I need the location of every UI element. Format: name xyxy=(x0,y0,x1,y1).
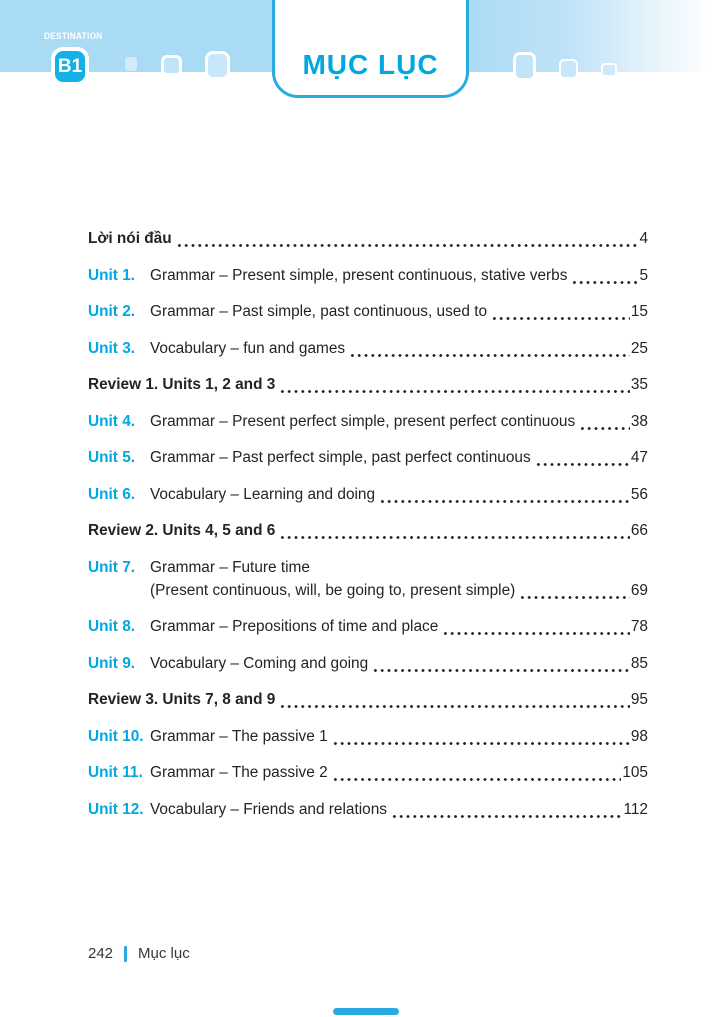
toc-entry xyxy=(88,761,648,784)
dot-leader xyxy=(349,353,630,358)
toc-entry-line xyxy=(88,725,648,748)
page-number: 66 xyxy=(630,522,648,539)
toc-entry xyxy=(88,264,648,287)
dot-leader xyxy=(279,535,630,540)
toc-entry xyxy=(88,483,648,506)
entry-continuation: (Present continuous, will, be going to, present simple) xyxy=(150,581,516,599)
page-number: 85 xyxy=(630,654,648,672)
entry-title: Review 2. Units 4, 5 and 6 xyxy=(88,522,276,539)
dot-leader xyxy=(379,499,630,504)
unit-label: Unit 2. xyxy=(88,303,136,320)
toc-entry xyxy=(88,373,648,396)
footer-section-label: Mục lục xyxy=(138,945,190,962)
entry-title: Grammar – Past perfect simple, past perfect continuous xyxy=(150,449,531,466)
dot-leader xyxy=(332,777,622,782)
toc-entry-line xyxy=(88,519,648,542)
page-footer xyxy=(88,945,190,962)
entry-title: Vocabulary – Coming and going xyxy=(150,654,369,672)
toc-entry-line xyxy=(88,761,648,784)
dot-leader xyxy=(391,814,622,819)
unit-label: Unit 11. xyxy=(88,764,143,781)
deco-square-icon xyxy=(513,52,536,81)
page-title-box xyxy=(272,0,469,98)
brand-level-label: B1 xyxy=(57,55,83,77)
dot-leader xyxy=(519,595,630,600)
toc-entry-line xyxy=(88,410,648,433)
page-number: 112 xyxy=(623,800,648,818)
entry-title: Review 1. Units 1, 2 and 3 xyxy=(88,376,276,393)
entry-title: Lời nói đầu xyxy=(88,230,172,247)
toc-entry-line xyxy=(88,300,648,323)
page-number: 98 xyxy=(630,727,648,745)
page-number: 69 xyxy=(630,581,648,599)
toc-entry xyxy=(88,615,648,638)
toc-entry xyxy=(88,227,648,250)
dot-leader xyxy=(491,316,630,321)
unit-label: Unit 5. xyxy=(88,449,136,466)
dot-leader xyxy=(579,426,630,431)
toc-entry-line xyxy=(88,373,648,396)
entry-title: Grammar – Future time xyxy=(150,558,310,576)
toc-entry xyxy=(88,337,648,360)
brand-name: DESTINATION xyxy=(44,31,103,41)
entry-title: Grammar – Present perfect simple, present perfect continuous xyxy=(150,412,576,430)
deco-square-icon xyxy=(601,63,617,77)
deco-square-icon xyxy=(559,59,578,79)
dot-leader xyxy=(372,668,630,673)
unit-label: Unit 12. xyxy=(88,800,144,818)
page-bottom-tab-icon xyxy=(333,1008,399,1015)
toc-entry-line xyxy=(88,688,648,711)
toc-entry xyxy=(88,725,648,748)
unit-label: Unit 7. xyxy=(88,558,136,576)
page-number: 78 xyxy=(630,618,648,635)
entry-title: Grammar – The passive 1 xyxy=(150,727,328,745)
entry-title: Vocabulary – Learning and doing xyxy=(150,485,376,503)
page-number: 4 xyxy=(639,230,648,247)
toc-entry-line xyxy=(88,483,648,506)
entry-title: Vocabulary – fun and games xyxy=(150,339,346,357)
unit-label: Unit 4. xyxy=(88,412,136,430)
entry-title: Grammar – Prepositions of time and place xyxy=(150,618,439,635)
entry-title: Vocabulary – Friends and relations xyxy=(150,800,387,818)
page-number: 38 xyxy=(630,412,648,430)
unit-label: Unit 8. xyxy=(88,618,136,635)
footer-divider xyxy=(124,946,127,962)
toc-entry-line xyxy=(88,652,648,675)
page-number: 25 xyxy=(630,339,648,357)
unit-label: Unit 1. xyxy=(88,266,136,284)
toc-entry-line xyxy=(88,556,648,579)
toc-entry-line xyxy=(88,446,648,469)
page-number: 56 xyxy=(630,485,648,503)
brand-level-badge xyxy=(51,47,89,86)
dot-leader xyxy=(279,704,630,709)
toc-entry xyxy=(88,798,648,821)
entry-title: Review 3. Units 7, 8 and 9 xyxy=(88,691,276,708)
entry-title: Grammar – Present simple, present continuous, stative verbs xyxy=(150,266,568,284)
dot-leader xyxy=(176,243,639,248)
unit-label: Unit 3. xyxy=(88,339,136,357)
toc-entry xyxy=(88,556,648,602)
table-of-contents xyxy=(88,227,648,834)
toc-entry xyxy=(88,410,648,433)
toc-entry-line xyxy=(88,227,648,250)
toc-entry-line xyxy=(88,615,648,638)
deco-square-icon xyxy=(125,57,137,71)
unit-label: Unit 9. xyxy=(88,654,136,672)
page-number: 5 xyxy=(639,266,648,284)
toc-entry xyxy=(88,300,648,323)
toc-entry-line xyxy=(88,337,648,360)
page-number: 95 xyxy=(630,691,648,708)
deco-square-icon xyxy=(161,55,182,76)
page-title: MỤC LỤC xyxy=(302,49,439,80)
page-number: 15 xyxy=(630,303,648,320)
toc-entry xyxy=(88,446,648,469)
toc-entry xyxy=(88,519,648,542)
toc-entry-line xyxy=(88,579,648,602)
toc-entry xyxy=(88,688,648,711)
dot-leader xyxy=(571,280,638,285)
page-number: 35 xyxy=(630,376,648,393)
entry-title: Grammar – Past simple, past continuous, used to xyxy=(150,303,488,320)
page-number: 47 xyxy=(630,449,648,466)
toc-entry xyxy=(88,652,648,675)
dot-leader xyxy=(442,631,630,636)
deco-square-icon xyxy=(205,51,230,80)
toc-entry-line xyxy=(88,798,648,821)
dot-leader xyxy=(535,462,630,467)
unit-label: Unit 6. xyxy=(88,485,136,503)
dot-leader xyxy=(279,389,630,394)
dot-leader xyxy=(332,741,630,746)
footer-page-number: 242 xyxy=(88,945,114,962)
toc-entry-line xyxy=(88,264,648,287)
unit-label: Unit 10. xyxy=(88,727,144,745)
page-number: 105 xyxy=(622,764,648,781)
entry-title: Grammar – The passive 2 xyxy=(150,764,328,781)
